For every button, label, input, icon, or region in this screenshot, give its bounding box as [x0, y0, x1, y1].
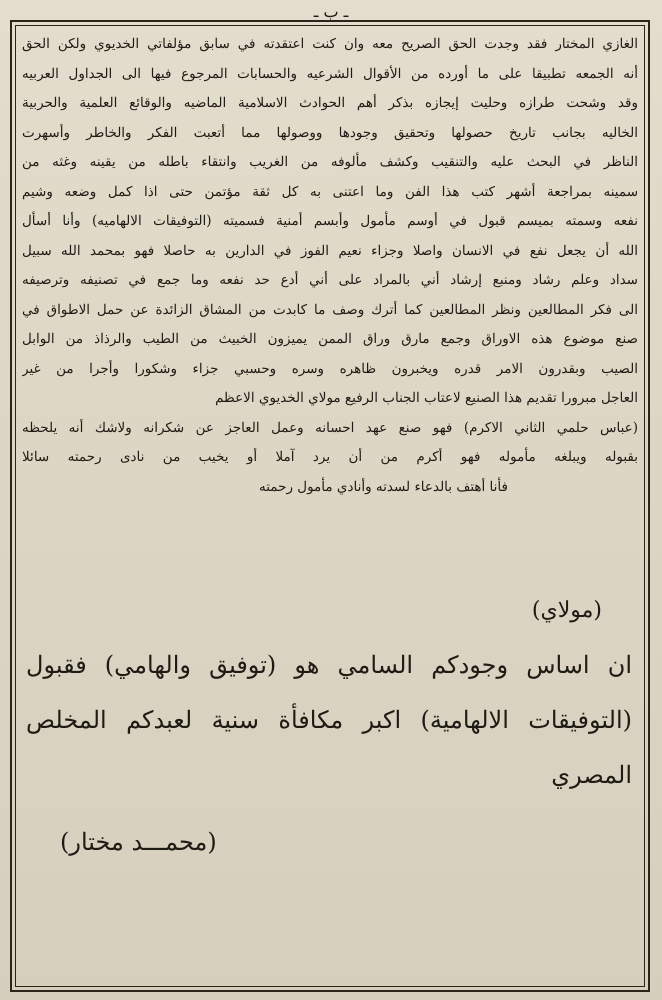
dedication-line: (التوفيقات الالهامية) اكبر مكافأة سنية لعبدكم المخلص: [26, 706, 632, 734]
body-line: بقبوله ويبلغه مأموله فهو أكرم من أن يرد آملا أو يخيب من نادى رحمته سائلا: [22, 449, 638, 465]
body-text: [22, 30, 638, 502]
body-line: الصيب وبقدرون الامر قدره ويخبرون ظاهره وسره وحسبي جزاء وشكورا وأجرا من غير: [22, 360, 638, 377]
page-number: ـ ب ـ: [313, 2, 349, 21]
author-signature: (محمـــد مختار): [60, 828, 217, 856]
body-line: الى فكر المطالعين ونظر المطالعين كما أترك وصف ما كابدت من المشاق الزائدة عن حمل الاطواق في: [22, 301, 638, 318]
body-line: سداد وعلم رشاد ومنبع إرشاد أني بالمراد على أني أدع حد نفعه وما جمع في تصنيفه وترصيفه: [22, 272, 638, 288]
body-line: صنع موضوع هذه الاوراق وجمع مارق وراق الممن يميزون الخبيث من الطيب والرذاذ من الوابل: [22, 331, 638, 347]
body-line: (عباس حلمي الثاني الاكرم) فهو صنع عهد احسانه وعمل العاجز عن شكرانه ولاشك أنه يلحظه: [22, 419, 638, 436]
salutation-heading: (مولاي): [531, 598, 602, 623]
body-line: العاجل مبرورا تقديم هذا الصنيع لاعتاب الجناب الرفيع مولاي الخديوي الاعظم: [215, 390, 638, 406]
body-line: الخاليه بجانب تاريخ حصولها وتحقيق وجودها ووصولها مما أتعبت الفكر والخاطر وأسهرت: [22, 124, 638, 141]
dedication-line: ان اساس وجودكم السامي هو (توفيق والهامي) فقبول: [26, 651, 632, 679]
body-line: سمينه بمراجعة أشهر كتب هذا الفن وما اعتنى به كل ثقة مؤتمن حتى اذا كمل وضعه وشيم: [22, 183, 638, 200]
body-line: وقد وشحت طرازه وحليت إيجازه بذكر أهم الحوادث الاسلامية الماضيه والوقائع العلمية والحربية: [22, 95, 638, 111]
body-line: نفعه وسمته بميسم قبول في أوسم مأمول وأبسم أمنية فسميته (التوفيقات الالهاميه) وأنا أسأل: [22, 213, 638, 229]
body-line: الناظر في البحث عليه والتنقيب وكشف مألوفه من الغريب وانتقاء باطله من يقينه وغثه من: [22, 154, 638, 170]
body-line: أنه الجمعه تطبيقا على ما أورده من الأقوال الشرعيه والحسابات المرجوع فيها الى الجداول العربيه: [22, 65, 638, 82]
body-line: الغازي المختار فقد وجدت الحق الصريح معه وان كنت اعتقدته في سابق مؤلفاتي الخديوي ولكن الحق: [22, 36, 638, 52]
dedication-line: المصري: [551, 761, 632, 789]
body-line: فأنا أهتف بالدعاء لسدته وأنادي مأمول رحمته: [259, 478, 508, 495]
body-line: الله أن يجعل نفع في الانسان واصلا وجزاء نعيم الفوز في الدارين به حاصلا فهو بمحمد الله سبيل: [22, 242, 638, 259]
